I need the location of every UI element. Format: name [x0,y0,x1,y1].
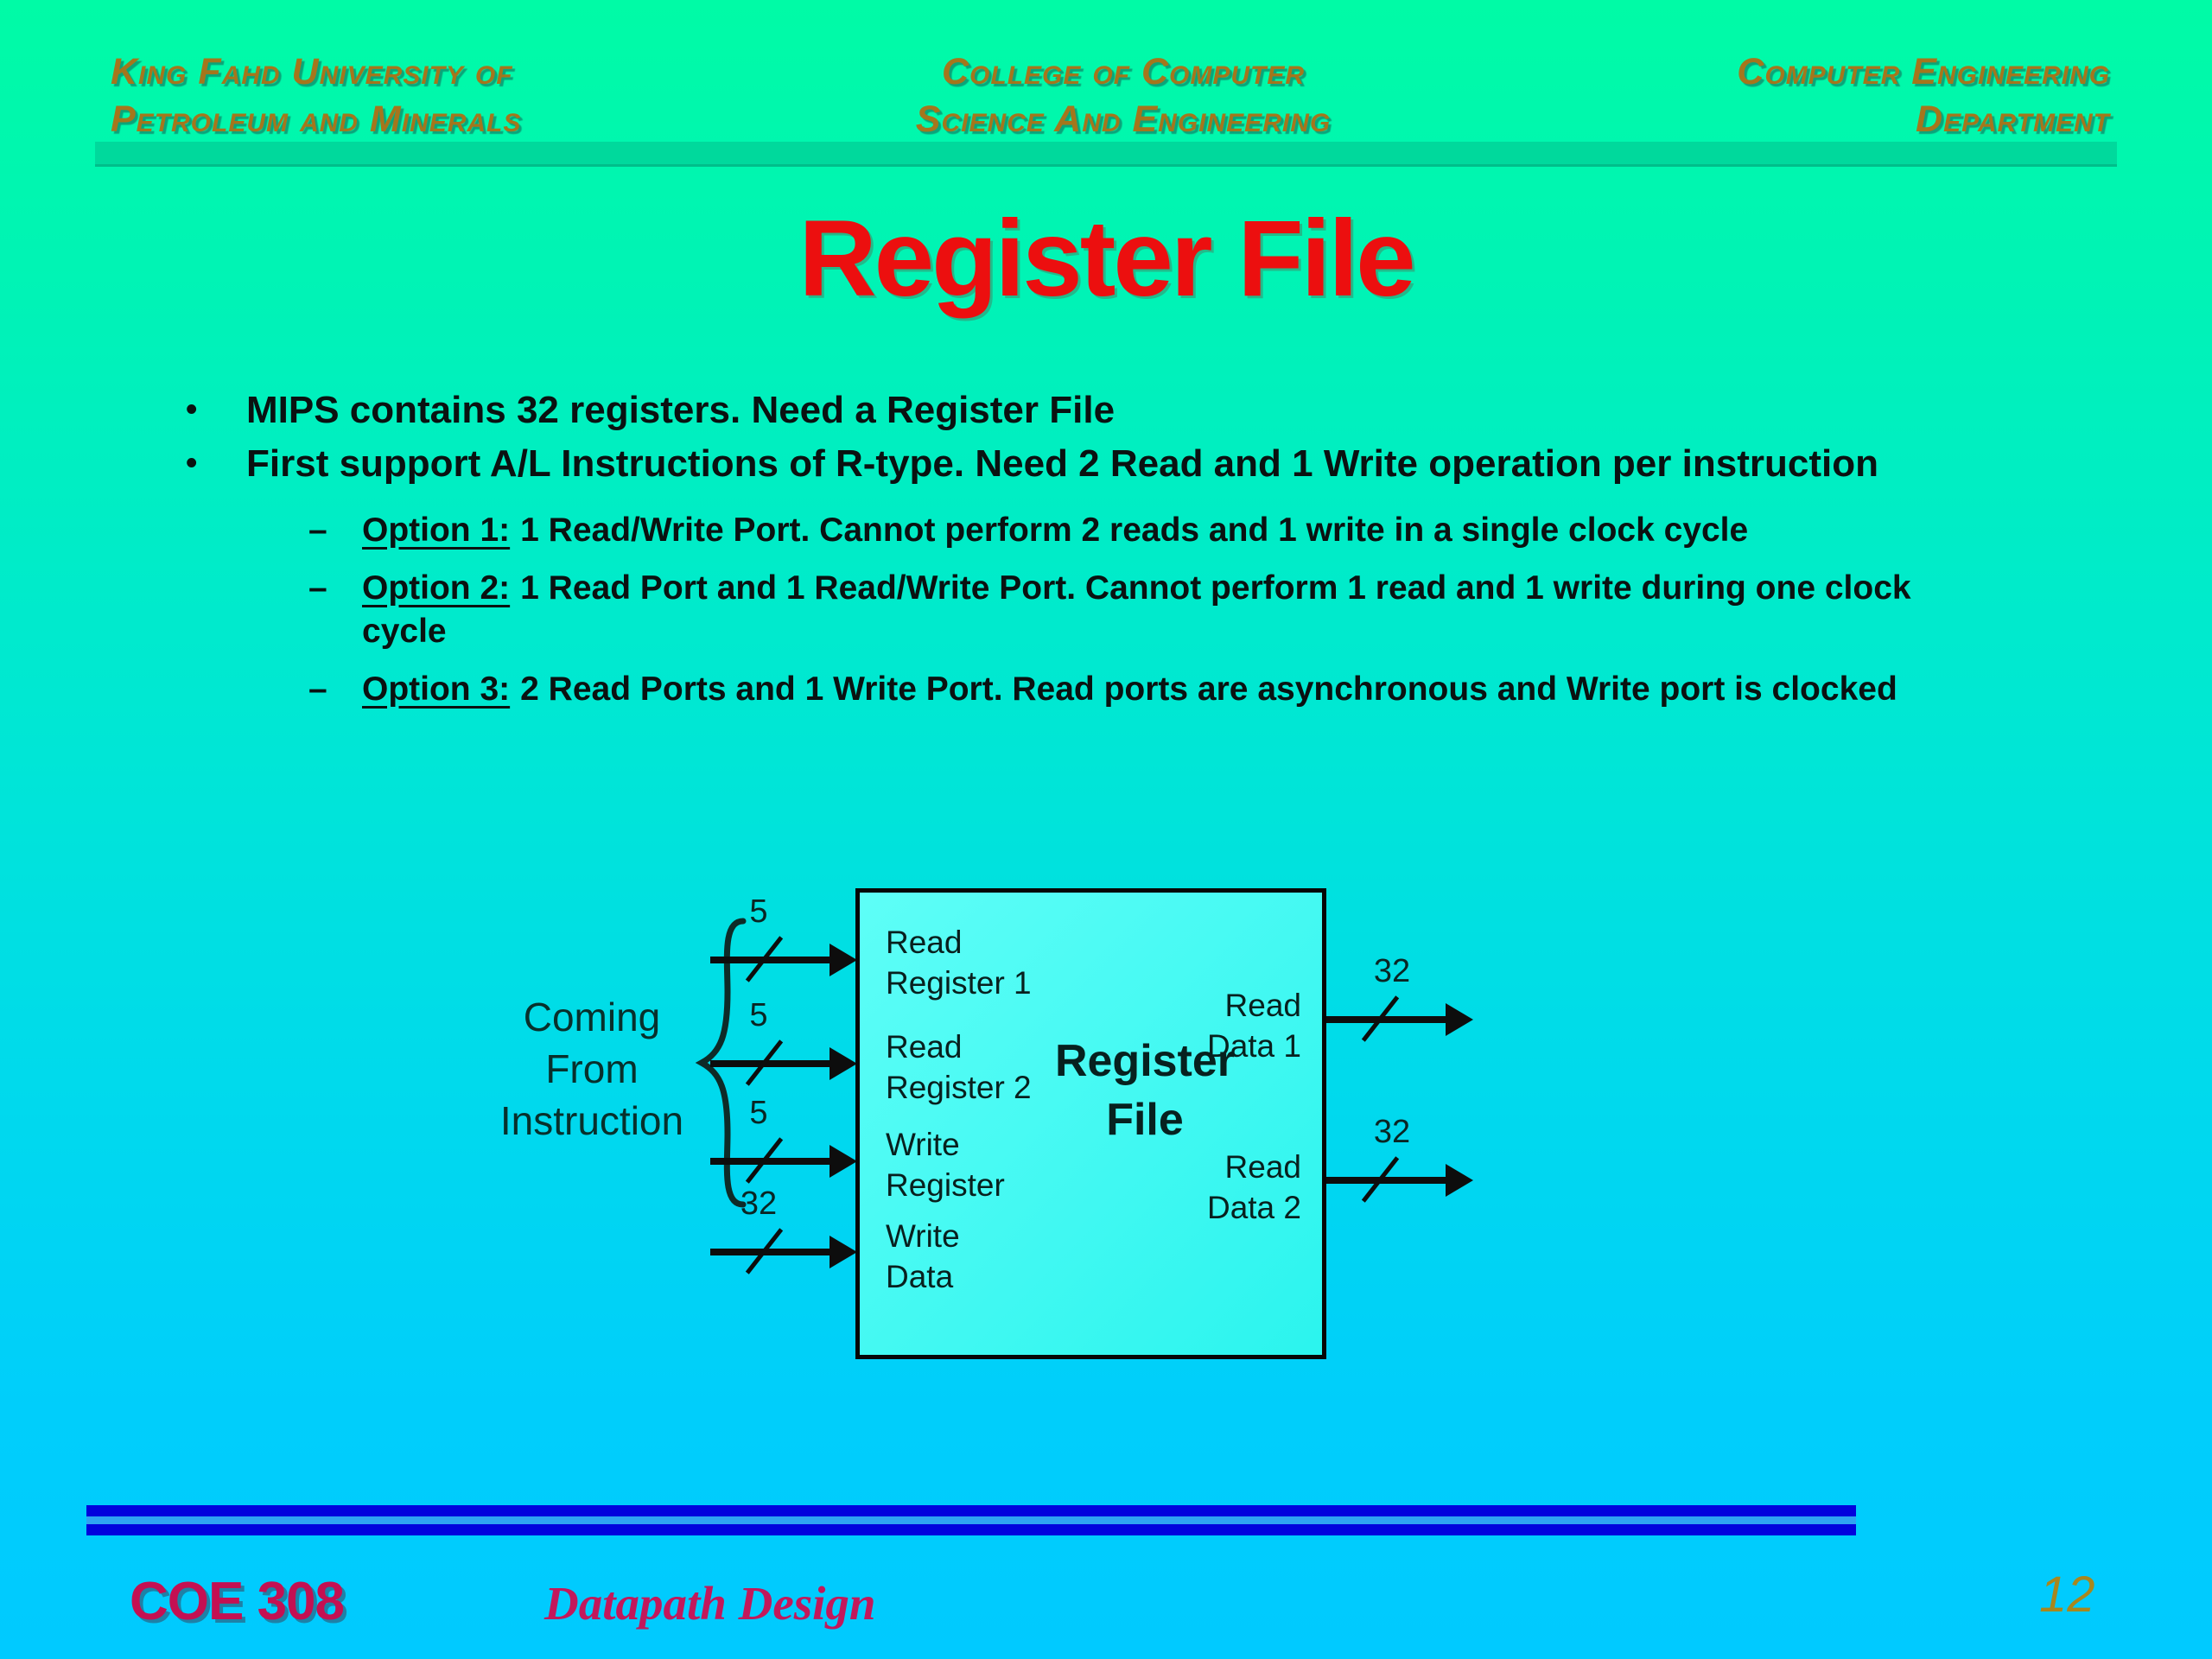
option-label: Option 1: [362,512,511,550]
bullet-marker: • [186,391,198,428]
arrowhead-icon [830,1236,857,1268]
header-college-line2: Science And Engineering [915,99,1332,141]
lecture-title: Datapath Design [544,1577,876,1630]
option-text: 2 Read Ports and 1 Write Port. Read ports are asynchronous and Write port is clocked [520,670,1897,708]
option-text: 1 Read Port and 1 Read/Write Port. Cannot perform 1 read and 1 write during one clock cycle [362,569,1911,650]
option-text: 1 Read/Write Port. Cannot perform 2 reads and 1 write in a single clock cycle [520,512,1749,550]
bullet-marker: • [186,444,198,481]
input-arrow-write-data [710,1185,855,1291]
port-label-read-register-2: Read Register 2 [886,1029,1032,1106]
port-label-read-data-2: Read Data 2 [1206,1149,1301,1226]
arrowhead-icon [830,944,857,976]
register-file-box [855,888,1326,1359]
bus-width-label: 5 [749,997,768,1033]
bus-width-label: 32 [740,1185,778,1222]
output-arrow-read-data-2 [1326,1114,1471,1219]
arrowhead-icon [1446,1003,1473,1036]
bus-line [710,1249,831,1255]
source-label-line: From [545,1046,639,1091]
output-arrow-read-data-1 [1326,953,1471,1058]
footer-divider-bar [86,1505,1856,1516]
bus-line [1326,1016,1447,1023]
port-label-read-data-1: Read Data 1 [1206,988,1301,1065]
slide-title: Register File [798,199,1414,319]
bus-width-label: 5 [749,893,768,930]
input-arrow-read-register-2 [710,997,855,1103]
course-code: COE 308 [130,1572,345,1631]
option-label: Option 2: [362,569,511,607]
footer-divider [86,1505,1856,1535]
sub-bullet-marker: – [308,512,327,550]
bus-line [1326,1177,1447,1184]
arrowhead-icon [1446,1164,1473,1197]
header-college-line1: College of Computer [942,51,1305,92]
port-label-write-register: Write Register [886,1127,1005,1204]
port-label-read-register-1: Read Register 1 [886,925,1032,1001]
bus-width-label: 5 [749,1095,768,1131]
bus-line [710,1060,831,1067]
header-institution-line2: Petroleum and Minerals [111,99,522,141]
page-number: 12 [2039,1567,2095,1623]
source-label-line: Instruction [499,1097,684,1143]
bus-width-label: 32 [1373,953,1411,989]
header-institution-line1: King Fahd University of [111,51,513,92]
header-department-line1: Computer Engineering [1737,51,2110,92]
footer-divider-bar [86,1524,1856,1535]
arrowhead-icon [830,1145,857,1178]
sub-bullet-marker: – [308,670,327,708]
bus-line [710,957,831,963]
box-title-line: File [1106,1094,1184,1145]
header-department-line2: Department [1916,99,2110,141]
bus-width-label: 32 [1373,1114,1411,1150]
option-label: Option 3: [362,670,511,708]
input-arrow-read-register-1 [710,893,855,999]
box-title-line: Register [1054,1036,1236,1086]
port-label-write-data: Write Data [886,1218,960,1295]
footer-divider-gap [86,1516,1856,1524]
sub-bullet-marker: – [308,569,327,607]
register-file-box-title [1015,1033,1274,1149]
bus-line [710,1158,831,1165]
bullet-text: First support A/L Instructions of R-type. Need 2 Read and 1 Write operation per instruction [246,442,1878,485]
source-label-line: Coming [523,995,661,1039]
arrowhead-icon [830,1047,857,1080]
bullet-text: MIPS contains 32 registers. Need a Register File [246,389,1116,431]
